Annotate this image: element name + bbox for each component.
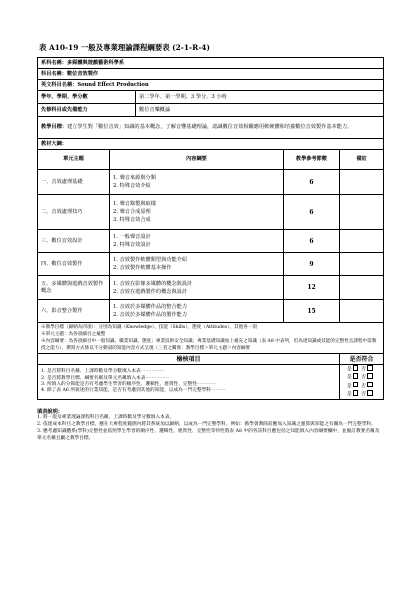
checklist-item: 2. 是否將教學目標、綱要名稱及單元名稱填入本表⋯⋯⋯⋯⋯ <box>41 375 169 381</box>
yes-checkbox[interactable] <box>353 390 359 396</box>
hours-cell: 6 <box>284 195 340 230</box>
hours-cell: 12 <box>284 276 340 300</box>
prereq-row <box>38 104 384 117</box>
objective-label: 教學目標： <box>41 124 67 130</box>
course-name-row <box>38 69 384 80</box>
checklist-item: 1. 是否將科目名稱、上課時數及學分數填入本表⋯⋯⋯⋯⋯ <box>41 369 165 375</box>
no-checkbox[interactable] <box>367 373 373 379</box>
instructions-heading: 填表說明： <box>37 408 63 415</box>
prereq-value: 數位音樂概論 <box>136 104 384 117</box>
content-item: 2. 音效於多媒體作品的製作能力 <box>113 312 188 318</box>
yes-no-checkboxes: 是 否 <box>347 382 380 390</box>
semester-row <box>38 91 384 104</box>
content-item: 1. 聲音來源與分類 <box>113 175 156 181</box>
content-item: 1. 聲音錄製與取樣 <box>113 201 156 207</box>
hours-cell: 6 <box>284 230 340 253</box>
objective-value: 建立學生對「數位音效」知識的基本概念，了解音響基礎理論，認識數位音效相關應用軟硬體和培養數位音效製作基本能力。 <box>66 124 353 130</box>
content-cell <box>110 253 284 276</box>
content-item: 2. 音效製作軟體基本操作 <box>113 265 172 271</box>
unit-cell: 六、影音整合製作 <box>38 300 110 323</box>
course-name-en-label: 英文科目名稱： <box>41 81 78 88</box>
course-name-value: 數位音效製作 <box>66 70 99 77</box>
outline-header-row <box>38 150 384 170</box>
prereq-label: 先修科目或先備能力 <box>38 104 136 117</box>
department-value: 多媒體與遊戲藝術科學系 <box>66 59 125 66</box>
content-item: 2. 音效在遊戲製作的概念與設計 <box>113 288 188 295</box>
hours-cell: 15 <box>284 300 340 323</box>
department-label: 系科名稱： <box>41 59 67 66</box>
hours-cell: 9 <box>284 253 340 276</box>
course-name-label: 科目名稱： <box>41 70 67 77</box>
no-checkbox[interactable] <box>367 382 373 388</box>
yes-checkbox[interactable] <box>353 365 359 371</box>
content-item: 2. 聲音合成原理 <box>113 209 151 215</box>
unit-cell: 二、音效處理技巧 <box>38 195 110 230</box>
unit-cell: 三、數位音效設計 <box>38 230 110 253</box>
note-line: ※內容綱要：為各項細目中一般知識、職業知識、態度；專業技術安全知識；專業基礎知識加上補充之知識（表 A8 中表列，但為達知識或技能的完整性且課程中需教授之能力）、撰寫方式係以不分動詞的知能內容方式呈現（三者之關係：教學目標＞單元主題＞內容綱要 <box>41 339 377 351</box>
outline-row <box>38 195 384 230</box>
yes-no-checkboxes: 是 否 <box>347 365 380 373</box>
content-item: 1. 音效製作軟體類型與功能介紹 <box>113 257 188 263</box>
department-row <box>38 58 384 69</box>
outline-label: 教材大綱： <box>38 139 384 150</box>
note-line: ※教學目標（歸納為四項）：分別為知識（Knowledge）、技能（Skills）、態度（Attitudes）、其他各一項 <box>41 325 257 330</box>
remark-cell <box>340 300 384 323</box>
semester-label: 學年、學期、學分數 <box>38 91 136 104</box>
hours-cell: 6 <box>284 170 340 195</box>
unit-cell: 一、音效處理基礎 <box>38 170 110 195</box>
content-item: 2. 特殊音效介紹 <box>113 183 151 189</box>
instruction-item: 1. 將一般及專業理論課程科目名稱、上課時數及學分數填入本表。 <box>37 415 175 421</box>
content-item: 1. 一般聲音設計 <box>113 234 151 240</box>
content-cell <box>110 170 284 195</box>
remark-cell <box>340 253 384 276</box>
outline-row <box>38 276 384 300</box>
outline-row <box>38 170 384 195</box>
no-checkbox[interactable] <box>367 365 373 371</box>
yes-no-checkboxes: 是 否 <box>347 390 380 398</box>
content-cell <box>110 230 284 253</box>
content-item: 1. 音效於多媒體作品的整合能力 <box>113 304 188 310</box>
content-item: 3. 特殊音效合成 <box>113 217 151 223</box>
instruction-item: 3. 應考慮知識體系(學科)完整性並依照學生學習的順序性、邏輯性、連貫性、完整性等特性將表 A8 中的各該科目應包括之知能填入內容綱要欄中，並擬訂教要名稱及單元名稱且屬之教學目標。 <box>37 429 380 441</box>
remark-cell <box>340 276 384 300</box>
note-line: ※單元主題：為各項細目之彙整 <box>41 332 106 337</box>
outline-row <box>38 253 384 276</box>
yes-checkbox[interactable] <box>353 382 359 388</box>
checklist-yn-header: 是否符合 <box>340 354 384 365</box>
unit-cell: 四、數位音效製作 <box>38 253 110 276</box>
yes-checkbox[interactable] <box>353 373 359 379</box>
checklist-item: 3. 所填入的分節能是否有考慮學生學習的順序性、邏輯性、連貫性、完整性⋯⋯⋯⋯ <box>41 381 216 387</box>
unit-cell: 五、多媒體與遊戲音效製作概念 <box>38 276 110 300</box>
content-item: 2. 特殊音效設計 <box>113 242 151 248</box>
instruction-item: 2. 依建成本科目之教學目標，應在大專程度範圍內將其系統加以歸納，以成為一門完整學科。例如：舊學會教除前應加入知識之運算與知能之有關為一門完整學科。 <box>37 422 376 428</box>
content-item: 1. 音效在影像多媒體的概念與設計 <box>113 280 193 287</box>
remark-cell <box>340 230 384 253</box>
remark-cell <box>340 170 384 195</box>
col-unit-header: 單元主題 <box>38 150 110 170</box>
semester-value: 第二學年、第一學期、3 學分、3 小時 <box>136 91 384 104</box>
yes-no-checkboxes: 是 否 <box>347 373 380 381</box>
checklist-body-row <box>38 365 384 400</box>
outline-row <box>38 230 384 253</box>
checklist-header-row <box>38 354 384 365</box>
outline-label-row <box>38 139 384 150</box>
course-name-en-row <box>38 80 384 91</box>
content-cell <box>110 300 284 323</box>
col-content-header: 內容綱要 <box>110 150 284 170</box>
checklist-item-header: 檢核項目 <box>38 354 340 365</box>
document-page <box>37 30 383 443</box>
document-title: 表 A10-19 一般及專業理論課程綱要表 (2-1-R-4) <box>39 43 210 52</box>
no-checkbox[interactable] <box>367 390 373 396</box>
col-hours-header: 教學參考節數 <box>284 150 340 170</box>
course-name-en-value: Sound Effect Production <box>77 81 149 88</box>
objective-row <box>38 117 384 139</box>
notes-row <box>38 323 384 354</box>
content-cell <box>110 276 284 300</box>
fill-instructions <box>37 409 383 443</box>
checklist-item: 4. 除了表 A6 所敘述的行業知能，是否有考慮到其他的知能，以成為一門完整學科⋯⋯⋯ <box>41 388 226 394</box>
outline-row <box>38 300 384 323</box>
course-outline-table <box>37 57 384 400</box>
col-remark-header: 備註 <box>340 150 384 170</box>
remark-cell <box>340 195 384 230</box>
content-cell <box>110 195 284 230</box>
